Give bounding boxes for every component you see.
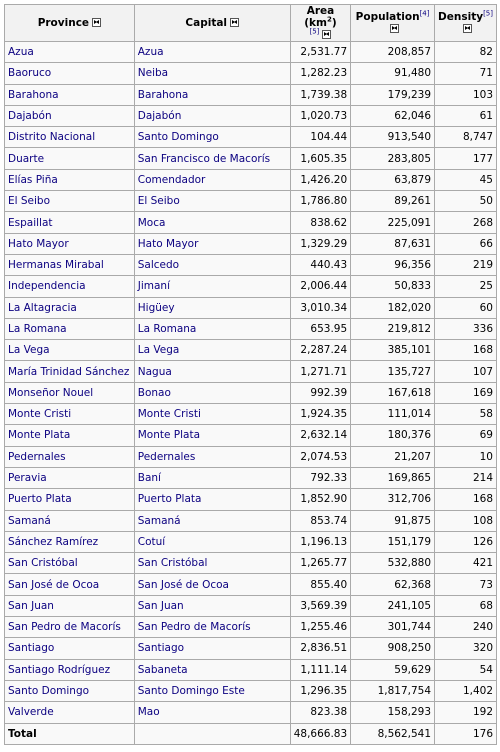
population-cell: 62,046 [351, 105, 435, 126]
density-cell: 73 [435, 574, 497, 595]
density-cell: 50 [435, 191, 497, 212]
province-link[interactable]: El Seibo [5, 191, 135, 212]
capital-link[interactable]: Samaná [134, 510, 290, 531]
province-link[interactable]: San Pedro de Macorís [5, 617, 135, 638]
capital-link[interactable]: Baní [134, 467, 290, 488]
density-cell: 214 [435, 467, 497, 488]
province-link[interactable]: María Trinidad Sánchez [5, 361, 135, 382]
province-link[interactable]: Monseñor Nouel [5, 382, 135, 403]
density-cell: 268 [435, 212, 497, 233]
capital-link[interactable]: Santo Domingo [134, 127, 290, 148]
province-link[interactable]: La Vega [5, 340, 135, 361]
area-cell: 1,605.35 [290, 148, 350, 169]
capital-link[interactable]: San Pedro de Macorís [134, 617, 290, 638]
table-row [5, 169, 497, 190]
table-row [5, 680, 497, 701]
province-link[interactable]: Elías Piña [5, 169, 135, 190]
area-reference-link[interactable]: [5] [309, 27, 320, 36]
capital-link[interactable]: La Romana [134, 318, 290, 339]
density-cell: 60 [435, 297, 497, 318]
population-reference-link[interactable]: [4] [419, 9, 430, 18]
population-cell: 91,480 [351, 63, 435, 84]
capital-link[interactable]: Barahona [134, 84, 290, 105]
province-link[interactable]: Sánchez Ramírez [5, 531, 135, 552]
province-link[interactable]: Monte Plata [5, 425, 135, 446]
province-link[interactable]: Puerto Plata [5, 489, 135, 510]
capital-link[interactable]: Monte Plata [134, 425, 290, 446]
capital-link[interactable]: Hato Mayor [134, 233, 290, 254]
population-cell: 8,562,541 [351, 723, 435, 744]
density-cell: 219 [435, 254, 497, 275]
population-cell: 169,865 [351, 467, 435, 488]
area-cell: 2,074.53 [290, 446, 350, 467]
area-cell: 1,296.35 [290, 680, 350, 701]
province-link[interactable]: Samaná [5, 510, 135, 531]
population-cell: 283,805 [351, 148, 435, 169]
province-link[interactable]: Santo Domingo [5, 680, 135, 701]
density-cell: 1,402 [435, 680, 497, 701]
capital-link[interactable]: La Vega [134, 340, 290, 361]
sort-toggle-icon[interactable] [92, 18, 101, 27]
area-cell: 1,739.38 [290, 84, 350, 105]
density-cell: 25 [435, 276, 497, 297]
table-row [5, 233, 497, 254]
table-row [5, 510, 497, 531]
table-row [5, 467, 497, 488]
capital-link[interactable]: Salcedo [134, 254, 290, 275]
header-capital[interactable]: Capital [134, 5, 290, 42]
province-link[interactable]: Valverde [5, 702, 135, 723]
capital-link[interactable]: Higüey [134, 297, 290, 318]
table-row [5, 127, 497, 148]
province-link[interactable]: Independencia [5, 276, 135, 297]
population-cell: 385,101 [351, 340, 435, 361]
density-cell: 107 [435, 361, 497, 382]
density-cell: 10 [435, 446, 497, 467]
density-cell: 69 [435, 425, 497, 446]
capital-link[interactable]: San José de Ocoa [134, 574, 290, 595]
province-link[interactable]: La Altagracia [5, 297, 135, 318]
area-cell: 3,010.34 [290, 297, 350, 318]
capital-link[interactable]: Comendador [134, 169, 290, 190]
table-row [5, 595, 497, 616]
density-cell: 192 [435, 702, 497, 723]
capital-link[interactable]: Cotuí [134, 531, 290, 552]
population-cell: 241,105 [351, 595, 435, 616]
population-cell: 151,179 [351, 531, 435, 552]
province-link[interactable]: Azua [5, 42, 135, 63]
province-link[interactable]: Santiago Rodríguez [5, 659, 135, 680]
density-cell: 177 [435, 148, 497, 169]
density-cell: 169 [435, 382, 497, 403]
table-row [5, 638, 497, 659]
table-row [5, 446, 497, 467]
area-cell: 1,786.80 [290, 191, 350, 212]
header-area[interactable]: Area $(km^2)$ [5] [290, 5, 350, 42]
density-cell: 82 [435, 42, 497, 63]
province-link[interactable]: Duarte [5, 148, 135, 169]
density-cell: 68 [435, 595, 497, 616]
area-cell: 3,569.39 [290, 595, 350, 616]
area-cell: 1,852.90 [290, 489, 350, 510]
capital-link[interactable]: Bonao [134, 382, 290, 403]
population-cell: 111,014 [351, 404, 435, 425]
province-link[interactable]: Peravia [5, 467, 135, 488]
table-row [5, 489, 497, 510]
population-cell: 62,368 [351, 574, 435, 595]
capital-link[interactable]: Dajabón [134, 105, 290, 126]
density-cell: 54 [435, 659, 497, 680]
area-cell: 1,271.71 [290, 361, 350, 382]
table-row [5, 191, 497, 212]
population-cell: 182,020 [351, 297, 435, 318]
total-capital-cell [134, 723, 290, 744]
table-row [5, 531, 497, 552]
capital-link[interactable]: Pedernales [134, 446, 290, 467]
population-cell: 312,706 [351, 489, 435, 510]
population-cell: 89,261 [351, 191, 435, 212]
province-link[interactable]: Baoruco [5, 63, 135, 84]
capital-link[interactable]: San Cristóbal [134, 553, 290, 574]
capital-link[interactable]: Monte Cristi [134, 404, 290, 425]
area-cell: 823.38 [290, 702, 350, 723]
province-link[interactable]: Santiago [5, 638, 135, 659]
capital-link[interactable]: Santiago [134, 638, 290, 659]
table-row [5, 425, 497, 446]
capital-link[interactable]: Sabaneta [134, 659, 290, 680]
area-cell: 1,255.46 [290, 617, 350, 638]
population-cell: 301,744 [351, 617, 435, 638]
density-cell: 8,747 [435, 127, 497, 148]
province-link[interactable]: Pedernales [5, 446, 135, 467]
population-cell: 96,356 [351, 254, 435, 275]
density-cell: 103 [435, 84, 497, 105]
table-row [5, 276, 497, 297]
capital-link[interactable]: Nagua [134, 361, 290, 382]
population-cell: 91,875 [351, 510, 435, 531]
sort-toggle-icon[interactable] [230, 18, 239, 27]
area-cell: 440.43 [290, 254, 350, 275]
table-row [5, 659, 497, 680]
total-label: Total [5, 723, 135, 744]
area-cell: 104.44 [290, 127, 350, 148]
density-cell: 176 [435, 723, 497, 744]
table-row [5, 361, 497, 382]
table-row [5, 148, 497, 169]
population-cell: 1,817,754 [351, 680, 435, 701]
sort-toggle-icon[interactable] [463, 24, 472, 33]
capital-link[interactable]: Mao [134, 702, 290, 723]
table-row [5, 574, 497, 595]
population-cell: 135,727 [351, 361, 435, 382]
population-cell: 179,239 [351, 84, 435, 105]
provinces-table [4, 4, 497, 745]
province-link[interactable]: Espaillat [5, 212, 135, 233]
header-population[interactable]: Population[4] [351, 5, 435, 42]
density-cell: 240 [435, 617, 497, 638]
density-cell: 336 [435, 318, 497, 339]
area-cell: 1,426.20 [290, 169, 350, 190]
density-cell: 61 [435, 105, 497, 126]
population-cell: 225,091 [351, 212, 435, 233]
area-cell: 1,329.29 [290, 233, 350, 254]
capital-link[interactable]: Santo Domingo Este [134, 680, 290, 701]
table-row [5, 254, 497, 275]
province-link[interactable]: Barahona [5, 84, 135, 105]
table-row [5, 63, 497, 84]
area-cell: 792.33 [290, 467, 350, 488]
population-cell: 158,293 [351, 702, 435, 723]
table-row [5, 702, 497, 723]
capital-link[interactable]: Jimaní [134, 276, 290, 297]
table-row [5, 84, 497, 105]
table-row [5, 42, 497, 63]
population-cell: 532,880 [351, 553, 435, 574]
province-link[interactable]: La Romana [5, 318, 135, 339]
sort-toggle-icon[interactable] [322, 30, 331, 39]
capital-link[interactable]: San Juan [134, 595, 290, 616]
table-row [5, 340, 497, 361]
population-cell: 208,857 [351, 42, 435, 63]
province-link[interactable]: San José de Ocoa [5, 574, 135, 595]
area-cell: 2,006.44 [290, 276, 350, 297]
table-row [5, 382, 497, 403]
province-link[interactable]: Hato Mayor [5, 233, 135, 254]
province-link[interactable]: San Juan [5, 595, 135, 616]
density-cell: 66 [435, 233, 497, 254]
density-reference-link[interactable]: [5] [483, 9, 493, 18]
area-cell: 1,111.14 [290, 659, 350, 680]
table-row [5, 105, 497, 126]
province-link[interactable]: Dajabón [5, 105, 135, 126]
table-row [5, 212, 497, 233]
area-cell: 853.74 [290, 510, 350, 531]
sort-toggle-icon[interactable] [390, 24, 399, 33]
capital-link[interactable]: El Seibo [134, 191, 290, 212]
header-province[interactable]: Province [5, 5, 135, 42]
area-cell: 653.95 [290, 318, 350, 339]
area-cell: 838.62 [290, 212, 350, 233]
population-cell: 180,376 [351, 425, 435, 446]
province-link[interactable]: Monte Cristi [5, 404, 135, 425]
density-cell: 108 [435, 510, 497, 531]
table-row [5, 297, 497, 318]
area-cell: 1,924.35 [290, 404, 350, 425]
capital-link[interactable]: Puerto Plata [134, 489, 290, 510]
header-density[interactable]: Density[5] [435, 5, 497, 42]
area-cell: 48,666.83 [290, 723, 350, 744]
table-row [5, 404, 497, 425]
density-cell: 58 [435, 404, 497, 425]
province-link[interactable]: San Cristóbal [5, 553, 135, 574]
density-cell: 320 [435, 638, 497, 659]
area-cell: 1,196.13 [290, 531, 350, 552]
capital-link[interactable]: San Francisco de Macorís [134, 148, 290, 169]
population-cell: 21,207 [351, 446, 435, 467]
area-cell: 992.39 [290, 382, 350, 403]
density-cell: 421 [435, 553, 497, 574]
capital-link[interactable]: Moca [134, 212, 290, 233]
table-row [5, 553, 497, 574]
population-cell: 87,631 [351, 233, 435, 254]
population-cell: 59,629 [351, 659, 435, 680]
density-cell: 71 [435, 63, 497, 84]
area-cell: 1,282.23 [290, 63, 350, 84]
table-row [5, 318, 497, 339]
area-cell: 1,265.77 [290, 553, 350, 574]
area-cell: 855.40 [290, 574, 350, 595]
population-cell: 50,833 [351, 276, 435, 297]
density-cell: 168 [435, 489, 497, 510]
province-link[interactable]: Distrito Nacional [5, 127, 135, 148]
population-cell: 908,250 [351, 638, 435, 659]
density-cell: 168 [435, 340, 497, 361]
area-cell: 2,287.24 [290, 340, 350, 361]
table-row [5, 617, 497, 638]
population-cell: 913,540 [351, 127, 435, 148]
population-cell: 167,618 [351, 382, 435, 403]
table-header-row [5, 5, 497, 42]
area-cell: 2,836.51 [290, 638, 350, 659]
density-cell: 126 [435, 531, 497, 552]
province-link[interactable]: Hermanas Mirabal [5, 254, 135, 275]
density-cell: 45 [435, 169, 497, 190]
area-cell: 1,020.73 [290, 105, 350, 126]
capital-link[interactable]: Neiba [134, 63, 290, 84]
capital-link[interactable]: Azua [134, 42, 290, 63]
area-cell: 2,632.14 [290, 425, 350, 446]
area-cell: 2,531.77 [290, 42, 350, 63]
population-cell: 63,879 [351, 169, 435, 190]
population-cell: 219,812 [351, 318, 435, 339]
total-row [5, 723, 497, 744]
